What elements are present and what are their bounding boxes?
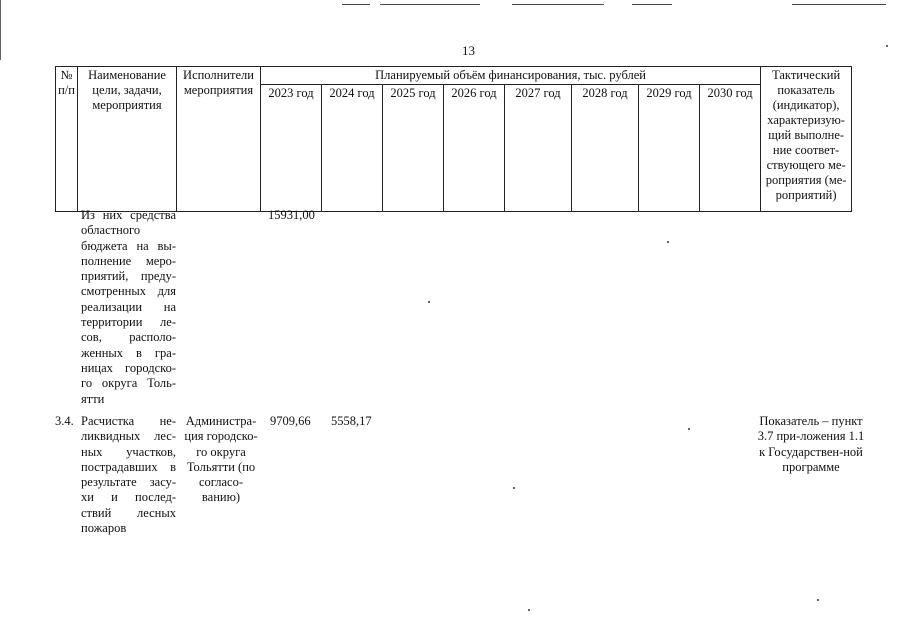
header-year: 2027 год [505, 85, 572, 212]
header-indicator: Тактический показатель (индикатор), характеризую-щий выполне-ние соответ-ствующего ме-роприятия (ме-роприятий) [761, 67, 852, 212]
row-name: Расчистка не-ликвидных лес-ных участков, пострадавших в результате засу-хи и послед-ствий лесных пожаров [81, 414, 176, 536]
row-number: 3.4. [55, 414, 74, 428]
header-funding: Планируемый объём финансирования, тыс. рублей [261, 67, 761, 85]
scan-speck [528, 609, 530, 611]
scan-artifact-line [512, 4, 604, 5]
header-year: 2024 год [322, 85, 383, 212]
row-name: Из них средства областного бюджета на вы-полнение меро-приятий, преду-смотренных для реализации на территории ле-сов, располо-женных в гра-ницах городско-го округа Толь-ятти [81, 208, 176, 406]
scan-speck [886, 45, 888, 47]
scan-speck [513, 487, 515, 489]
page-number: 13 [462, 43, 475, 58]
scan-artifact-line [792, 4, 886, 5]
row-value-2023: 15931,00 [268, 208, 315, 222]
header-num: № п/п [56, 67, 78, 212]
header-year: 2023 год [261, 85, 322, 212]
table-header [55, 66, 852, 212]
header-year: 2030 год [700, 85, 761, 212]
scan-speck [688, 428, 690, 430]
scan-speck [667, 241, 669, 243]
scan-artifact-line [380, 4, 480, 5]
scan-speck [817, 599, 819, 601]
row-value-2024: 5558,17 [331, 414, 372, 428]
scan-edge [0, 0, 1, 60]
header-year: 2029 год [639, 85, 700, 212]
row-value-2023: 9709,66 [270, 414, 311, 428]
header-executors: Исполнители мероприятия [177, 67, 261, 212]
row-indicator: Показатель – пункт 3.7 при-ложения 1.1 к Государствен-ной программе [757, 414, 865, 474]
scan-artifact-line [632, 4, 672, 5]
header-year: 2025 год [383, 85, 444, 212]
header-name: Наименование цели, задачи, мероприятия [78, 67, 177, 212]
row-executor: Администра-ция городско-го округа Тольятти (по согласо-ванию) [184, 414, 258, 505]
scan-speck [428, 301, 430, 303]
header-year: 2026 год [444, 85, 505, 212]
header-year: 2028 год [572, 85, 639, 212]
scan-artifact-line [342, 4, 370, 5]
